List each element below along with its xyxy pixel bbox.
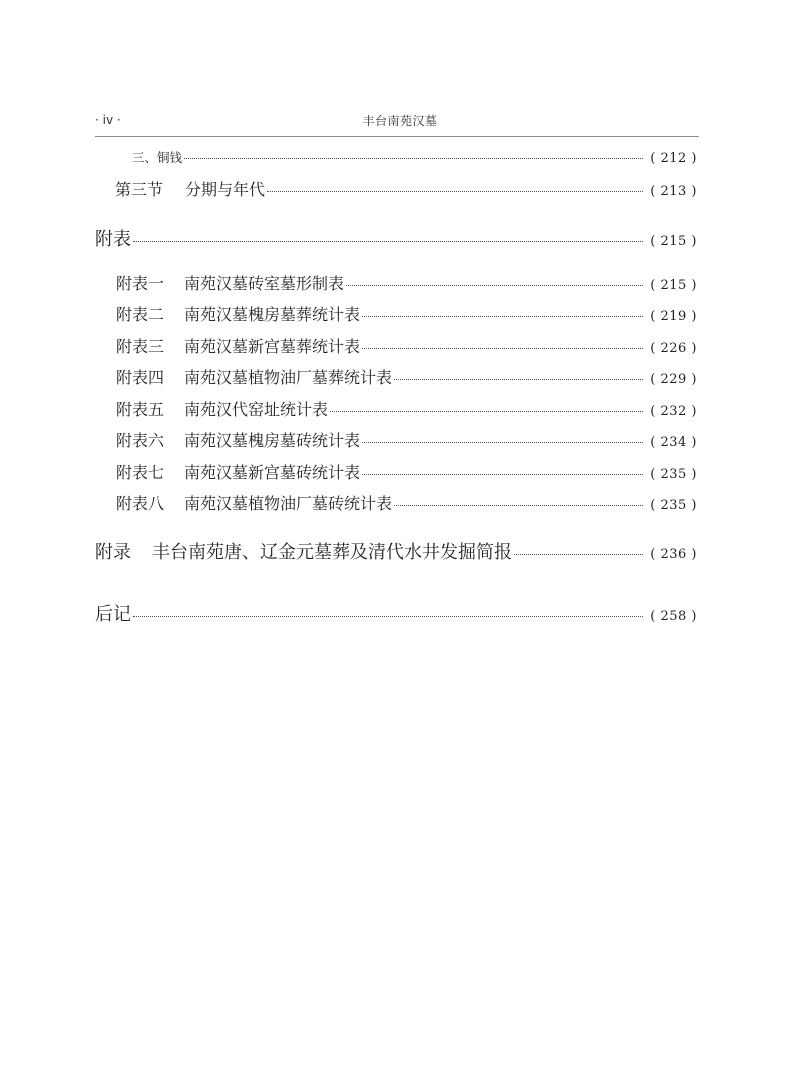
toc-entry-tongqian[interactable] xyxy=(0,148,793,172)
toc-entry-label xyxy=(0,600,131,626)
toc-entry-page: ( 212 ) xyxy=(650,151,697,166)
toc-entry-title: 南苑汉墓植物油厂墓砖统计表 xyxy=(184,494,393,513)
toc-entry-title: 附表 xyxy=(95,229,131,250)
toc-entry-label xyxy=(0,271,344,294)
toc-entry-number: 附表六 xyxy=(116,431,165,450)
toc-entry-page: ( 235 ) xyxy=(650,498,697,513)
toc-entry-page: ( 213 ) xyxy=(650,184,697,199)
toc-entry-label xyxy=(0,365,392,388)
dot-leader xyxy=(362,316,643,317)
toc-entry-number: 附表七 xyxy=(116,463,165,482)
dot-leader xyxy=(362,442,643,443)
toc-entry-table-4[interactable] xyxy=(0,365,793,389)
toc-entry-title: 南苑汉墓槐房墓砖统计表 xyxy=(184,431,361,450)
toc-entry-number: 附录 xyxy=(95,542,131,563)
toc-entry-title: 南苑汉墓砖室墓形制表 xyxy=(184,274,345,293)
toc-entry-title: 铜钱 xyxy=(157,150,183,165)
toc-entry-table-7[interactable] xyxy=(0,460,793,484)
toc-entry-section-3[interactable] xyxy=(0,177,793,201)
toc-entry-page: ( 258 ) xyxy=(650,609,697,624)
toc-entry-table-3[interactable] xyxy=(0,334,793,358)
toc-entry-label xyxy=(0,538,512,564)
toc-entry-page: ( 226 ) xyxy=(650,341,697,356)
toc-entry-title: 分期与年代 xyxy=(185,180,266,199)
dot-leader xyxy=(514,554,643,555)
page-number: · iv · xyxy=(95,113,121,127)
toc-entry-page: ( 219 ) xyxy=(650,309,697,324)
toc-entry-label xyxy=(0,491,392,514)
toc-entry-number: 附表一 xyxy=(116,274,165,293)
running-head xyxy=(95,112,699,132)
toc-entry-label xyxy=(0,334,360,357)
toc-entry-table-2[interactable] xyxy=(0,302,793,326)
toc-entry-label xyxy=(0,460,360,483)
toc-entry-title: 南苑汉墓新宫墓砖统计表 xyxy=(184,463,361,482)
dot-leader xyxy=(394,379,643,380)
toc-entry-label xyxy=(0,428,360,451)
dot-leader xyxy=(394,505,643,506)
dot-leader xyxy=(362,348,643,349)
dot-leader xyxy=(267,191,643,192)
toc-entry-label xyxy=(0,177,265,200)
toc-entry-table-6[interactable] xyxy=(0,428,793,452)
toc-entry-page: ( 235 ) xyxy=(650,467,697,482)
toc-entry-fubiao[interactable] xyxy=(0,225,793,249)
dot-leader xyxy=(133,616,643,617)
toc-entry-page: ( 234 ) xyxy=(650,435,697,450)
toc-entry-title: 南苑汉代窑址统计表 xyxy=(184,400,329,419)
toc-entry-number: 附表五 xyxy=(116,400,165,419)
toc-entry-page: ( 236 ) xyxy=(650,547,697,562)
toc-entry-number: 附表二 xyxy=(116,305,165,324)
toc-entry-table-5[interactable] xyxy=(0,397,793,421)
toc-entry-number: 附表三 xyxy=(116,337,165,356)
dot-leader xyxy=(346,285,643,286)
toc-entry-number: 附表四 xyxy=(116,368,165,387)
toc-entry-number: 附表八 xyxy=(116,494,165,513)
toc-entry-label xyxy=(0,302,360,325)
toc-entry-title: 后记 xyxy=(95,604,131,625)
toc-entry-label xyxy=(0,148,182,166)
toc-entry-table-1[interactable] xyxy=(0,271,793,295)
toc-entry-title: 南苑汉墓槐房墓葬统计表 xyxy=(184,305,361,324)
toc-entry-page: ( 232 ) xyxy=(650,404,697,419)
header-rule xyxy=(95,136,699,137)
dot-leader xyxy=(133,241,643,242)
toc-entry-title: 丰台南苑唐、辽金元墓葬及清代水井发掘简报 xyxy=(152,542,512,563)
toc-entry-label xyxy=(0,225,131,251)
dot-leader xyxy=(362,474,643,475)
toc-entry-table-8[interactable] xyxy=(0,491,793,515)
toc-entry-number: 第三节 xyxy=(115,180,164,199)
toc-entry-title: 南苑汉墓植物油厂墓葬统计表 xyxy=(184,368,393,387)
dot-leader xyxy=(184,158,643,159)
toc-entry-page: ( 215 ) xyxy=(650,234,697,249)
toc-entry-title: 南苑汉墓新宫墓葬统计表 xyxy=(184,337,361,356)
book-title: 丰台南苑汉墓 xyxy=(362,114,438,128)
toc-entry-page: ( 215 ) xyxy=(650,278,697,293)
dot-leader xyxy=(330,411,643,412)
toc-entry-houji[interactable] xyxy=(0,600,793,624)
toc-entry-number: 三、 xyxy=(132,150,158,165)
toc-entry-page: ( 229 ) xyxy=(650,372,697,387)
toc-entry-label xyxy=(0,397,328,420)
toc-entry-appendix[interactable] xyxy=(0,538,793,562)
